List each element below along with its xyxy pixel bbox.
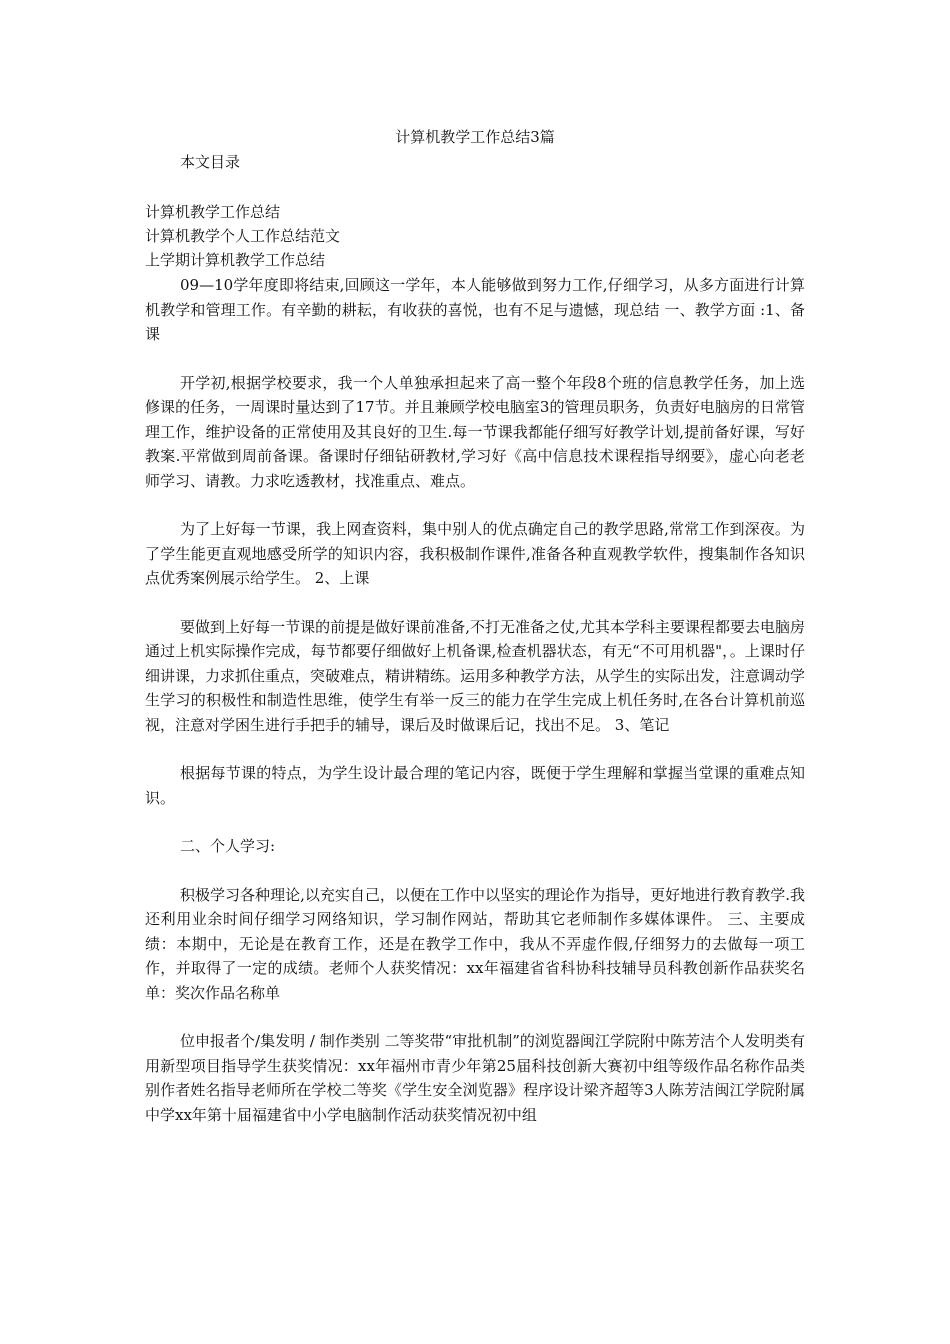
document-title: 计算机教学工作总结3篇: [395, 128, 555, 146]
toc-item[interactable]: 上学期计算机教学工作总结: [145, 251, 326, 269]
document-body: [145, 273, 805, 1151]
body-paragraph: 09—10学年度即将结束,回顾这一学年，本人能够做到努力工作,仔细学习，从多方面进行计算机教学和管理工作。有辛勤的耕耘，有收获的喜悦，也有不足与遗憾，现总结 一、教学方面 :1、备课: [145, 276, 805, 343]
table-of-contents: [145, 200, 340, 272]
body-paragraph: 积极学习各种理论,以充实自己，以便在工作中以坚实的理论作为指导，更好地进行教育教学.我还利用业余时间仔细学习网络知识，学习制作网站，帮助其它老师制作多媒体课件。 三、主要成绩：本期中，无论是在教育工作，还是在教学工作中，我从不弄虚作假,仔细努力的去做每一项工作，并取得了一定的成绩。老师个人获奖情况：xx年福建省省科协科技辅导员科教创新作品获奖名单：奖次作品名称单: [145, 885, 805, 1002]
toc-heading: 本文目录: [180, 153, 241, 171]
section-heading: 二、个人学习:: [180, 837, 276, 855]
body-paragraph: 要做到上好每一节课的前提是做好课前准备,不打无准备之仗,尤其本学科主要课程都要去电脑房通过上机实际操作完成，每节都要仔细做好上机备课,检查机器状态，有无“不可用机器"，。上课时仔细讲课，力求抓住重点，突破难点，精讲精练。运用多种教学方法，从学生的实际出发，注意调动学生学习的积极性和制造性思维，使学生有举一反三的能力在学生完成上机任务时,在各台计算机前巡视，注意对学困生进行手把手的辅导，课后及时做课后记，找出不足。 3、笔记: [145, 617, 806, 734]
body-paragraph: 为了上好每一节课，我上网查资料，集中别人的优点确定自己的教学思路,常常工作到深夜。为了学生能更直观地感受所学的知识内容，我积极制作课件,准备各种直观教学软件，搜集制作各知识点优秀案例展示给学生。 2、上课: [145, 520, 805, 587]
body-paragraph: 位申报者个/集发明 / 制作类别 二等奖带“审批机制”的浏览器闽江学院附中陈芳洁个人发明类有用新型项目指导学生获奖情况：xx年福州市青少年第25届科技创新大赛初中组等级作品名称作品类别作者姓名指导老师所在学校二等奖《学生安全浏览器》程序设计梁齐超等3人陈芳洁闽江学院附属中学xx年第十届福建省中小学电脑制作活动获奖情况初中组: [145, 1032, 805, 1124]
toc-item[interactable]: 计算机教学工作总结: [145, 203, 281, 221]
body-paragraph: 开学初,根据学校要求，我一个人单独承担起来了高一整个年段8个班的信息教学任务，加上选修课的任务，一周课时量达到了17节。并且兼顾学校电脑室3的管理员职务，负责好电脑房的日常管理工作，维护设备的正常使用及其良好的卫生.每一节课我都能仔细写好教学计划,提前备好课，写好教案.平常做到周前备课。备课时仔细钻研教材,学习好《高中信息技术课程指导纲要》，虚心向老老师学习、请教。力求吃透教材，找准重点、难点。: [145, 373, 805, 490]
body-paragraph: 根据每节课的特点，为学生设计最合理的笔记内容，既便于学生理解和掌握当堂课的重难点知识。: [145, 764, 805, 807]
toc-item[interactable]: 计算机教学个人工作总结范文: [145, 227, 341, 245]
